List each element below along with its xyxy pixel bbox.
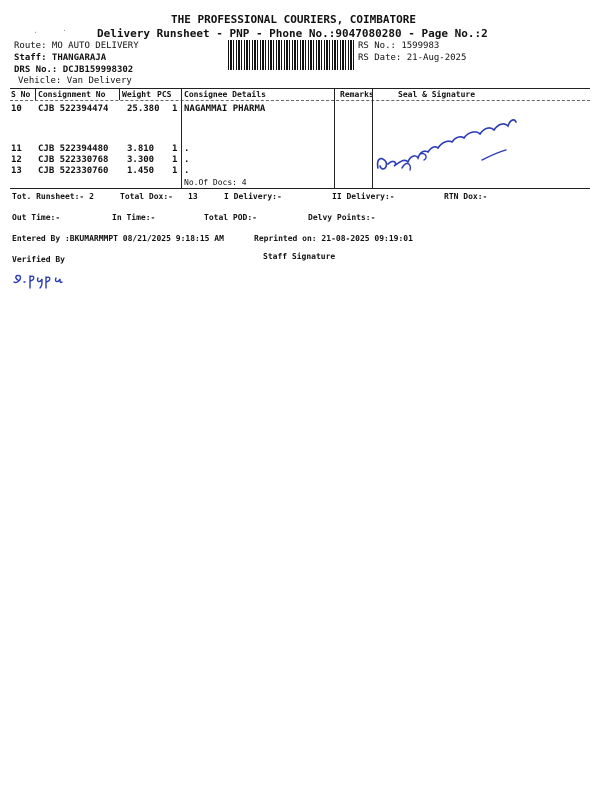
route-text: Route: MO AUTO DELIVERY [14, 41, 139, 51]
barcode-image [228, 40, 355, 70]
verified-by-label: Verified By [12, 255, 65, 264]
row-consignment-no: CJB 522394480 [38, 144, 109, 154]
col-header-consignment: Consignment No [38, 90, 106, 99]
row-pcs: 1 [172, 155, 178, 165]
row-consignment-no: CJB 522330760 [38, 166, 109, 176]
rtn-dox: RTN Dox:- [444, 192, 488, 201]
staff-text: Staff: THANGARAJA [14, 53, 107, 63]
row-pcs: 1 [172, 104, 178, 114]
col-header-weight: Weight [122, 90, 151, 99]
verifier-signature [12, 268, 72, 290]
col-sep [35, 88, 36, 100]
total-dox-label: Total Dox:- [120, 192, 173, 201]
row-consignment-no: CJB 522394474 [38, 104, 109, 114]
row-consignee: . [184, 166, 190, 176]
receiver-signature [372, 108, 532, 183]
runsheet-subtitle: Delivery Runsheet - PNP - Phone No.:9047080280 - Page No.:2 [97, 27, 488, 40]
table-bottom-border [10, 188, 590, 189]
row-sno: 11 [11, 144, 22, 154]
col-header-seal: Seal & Signature [398, 90, 476, 99]
row-sno: 13 [11, 166, 22, 176]
delvy-points: Delvy Points:- [308, 213, 376, 222]
row-pcs: 1 [172, 144, 178, 154]
table-header-divider [10, 100, 590, 101]
reprinted-on: Reprinted on: 21-08-2025 09:19:01 [254, 234, 413, 243]
staff-signature-label: Staff Signature [263, 252, 336, 261]
col-sep [181, 88, 182, 188]
row-pcs: 1 [172, 166, 178, 176]
scan-mark: · [62, 26, 67, 35]
rs-date: RS Date: 21-Aug-2025 [358, 53, 467, 63]
drs-number: DRS No.: DCJB159998302 [14, 65, 134, 75]
row-consignee: NAGAMMAI PHARMA [184, 104, 266, 114]
total-pod: Total POD:- [204, 213, 257, 222]
row-consignment-no: CJB 522330768 [38, 155, 109, 165]
entered-by: Entered By :BKUMARMMPT 08/21/2025 9:18:15 AM [12, 234, 224, 243]
col-sep [119, 88, 120, 100]
out-time: Out Time:- [12, 213, 61, 222]
row-consignee: . [184, 155, 190, 165]
col-header-consignee: Consignee Details [184, 90, 266, 99]
row-weight: 25.380 [127, 104, 160, 114]
col-header-remarks: Remarks [340, 90, 374, 99]
company-title: THE PROFESSIONAL COURIERS, COIMBATORE [171, 13, 417, 26]
no-of-docs: No.Of Docs: 4 [184, 178, 247, 187]
row-sno: 12 [11, 155, 22, 165]
col-header-sno: S No [11, 90, 31, 99]
in-time: In Time:- [112, 213, 156, 222]
i-delivery: I Delivery:- [224, 192, 282, 201]
row-weight: 3.810 [127, 144, 155, 154]
col-sep [334, 88, 335, 188]
row-weight: 1.450 [127, 166, 155, 176]
table-top-border [10, 88, 590, 89]
row-sno: 10 [11, 104, 22, 114]
rs-number: RS No.: 1599983 [358, 41, 440, 51]
total-dox-value: 13 [188, 192, 198, 201]
vehicle-text: Vehicle: Van Delivery [18, 76, 132, 86]
scan-mark: · [33, 28, 38, 37]
row-consignee: . [184, 144, 190, 154]
col-header-pcs: PCS [157, 90, 172, 99]
ii-delivery: II Delivery:- [332, 192, 395, 201]
tot-runsheet: Tot. Runsheet:- 2 [12, 192, 94, 201]
row-weight: 3.300 [127, 155, 155, 165]
